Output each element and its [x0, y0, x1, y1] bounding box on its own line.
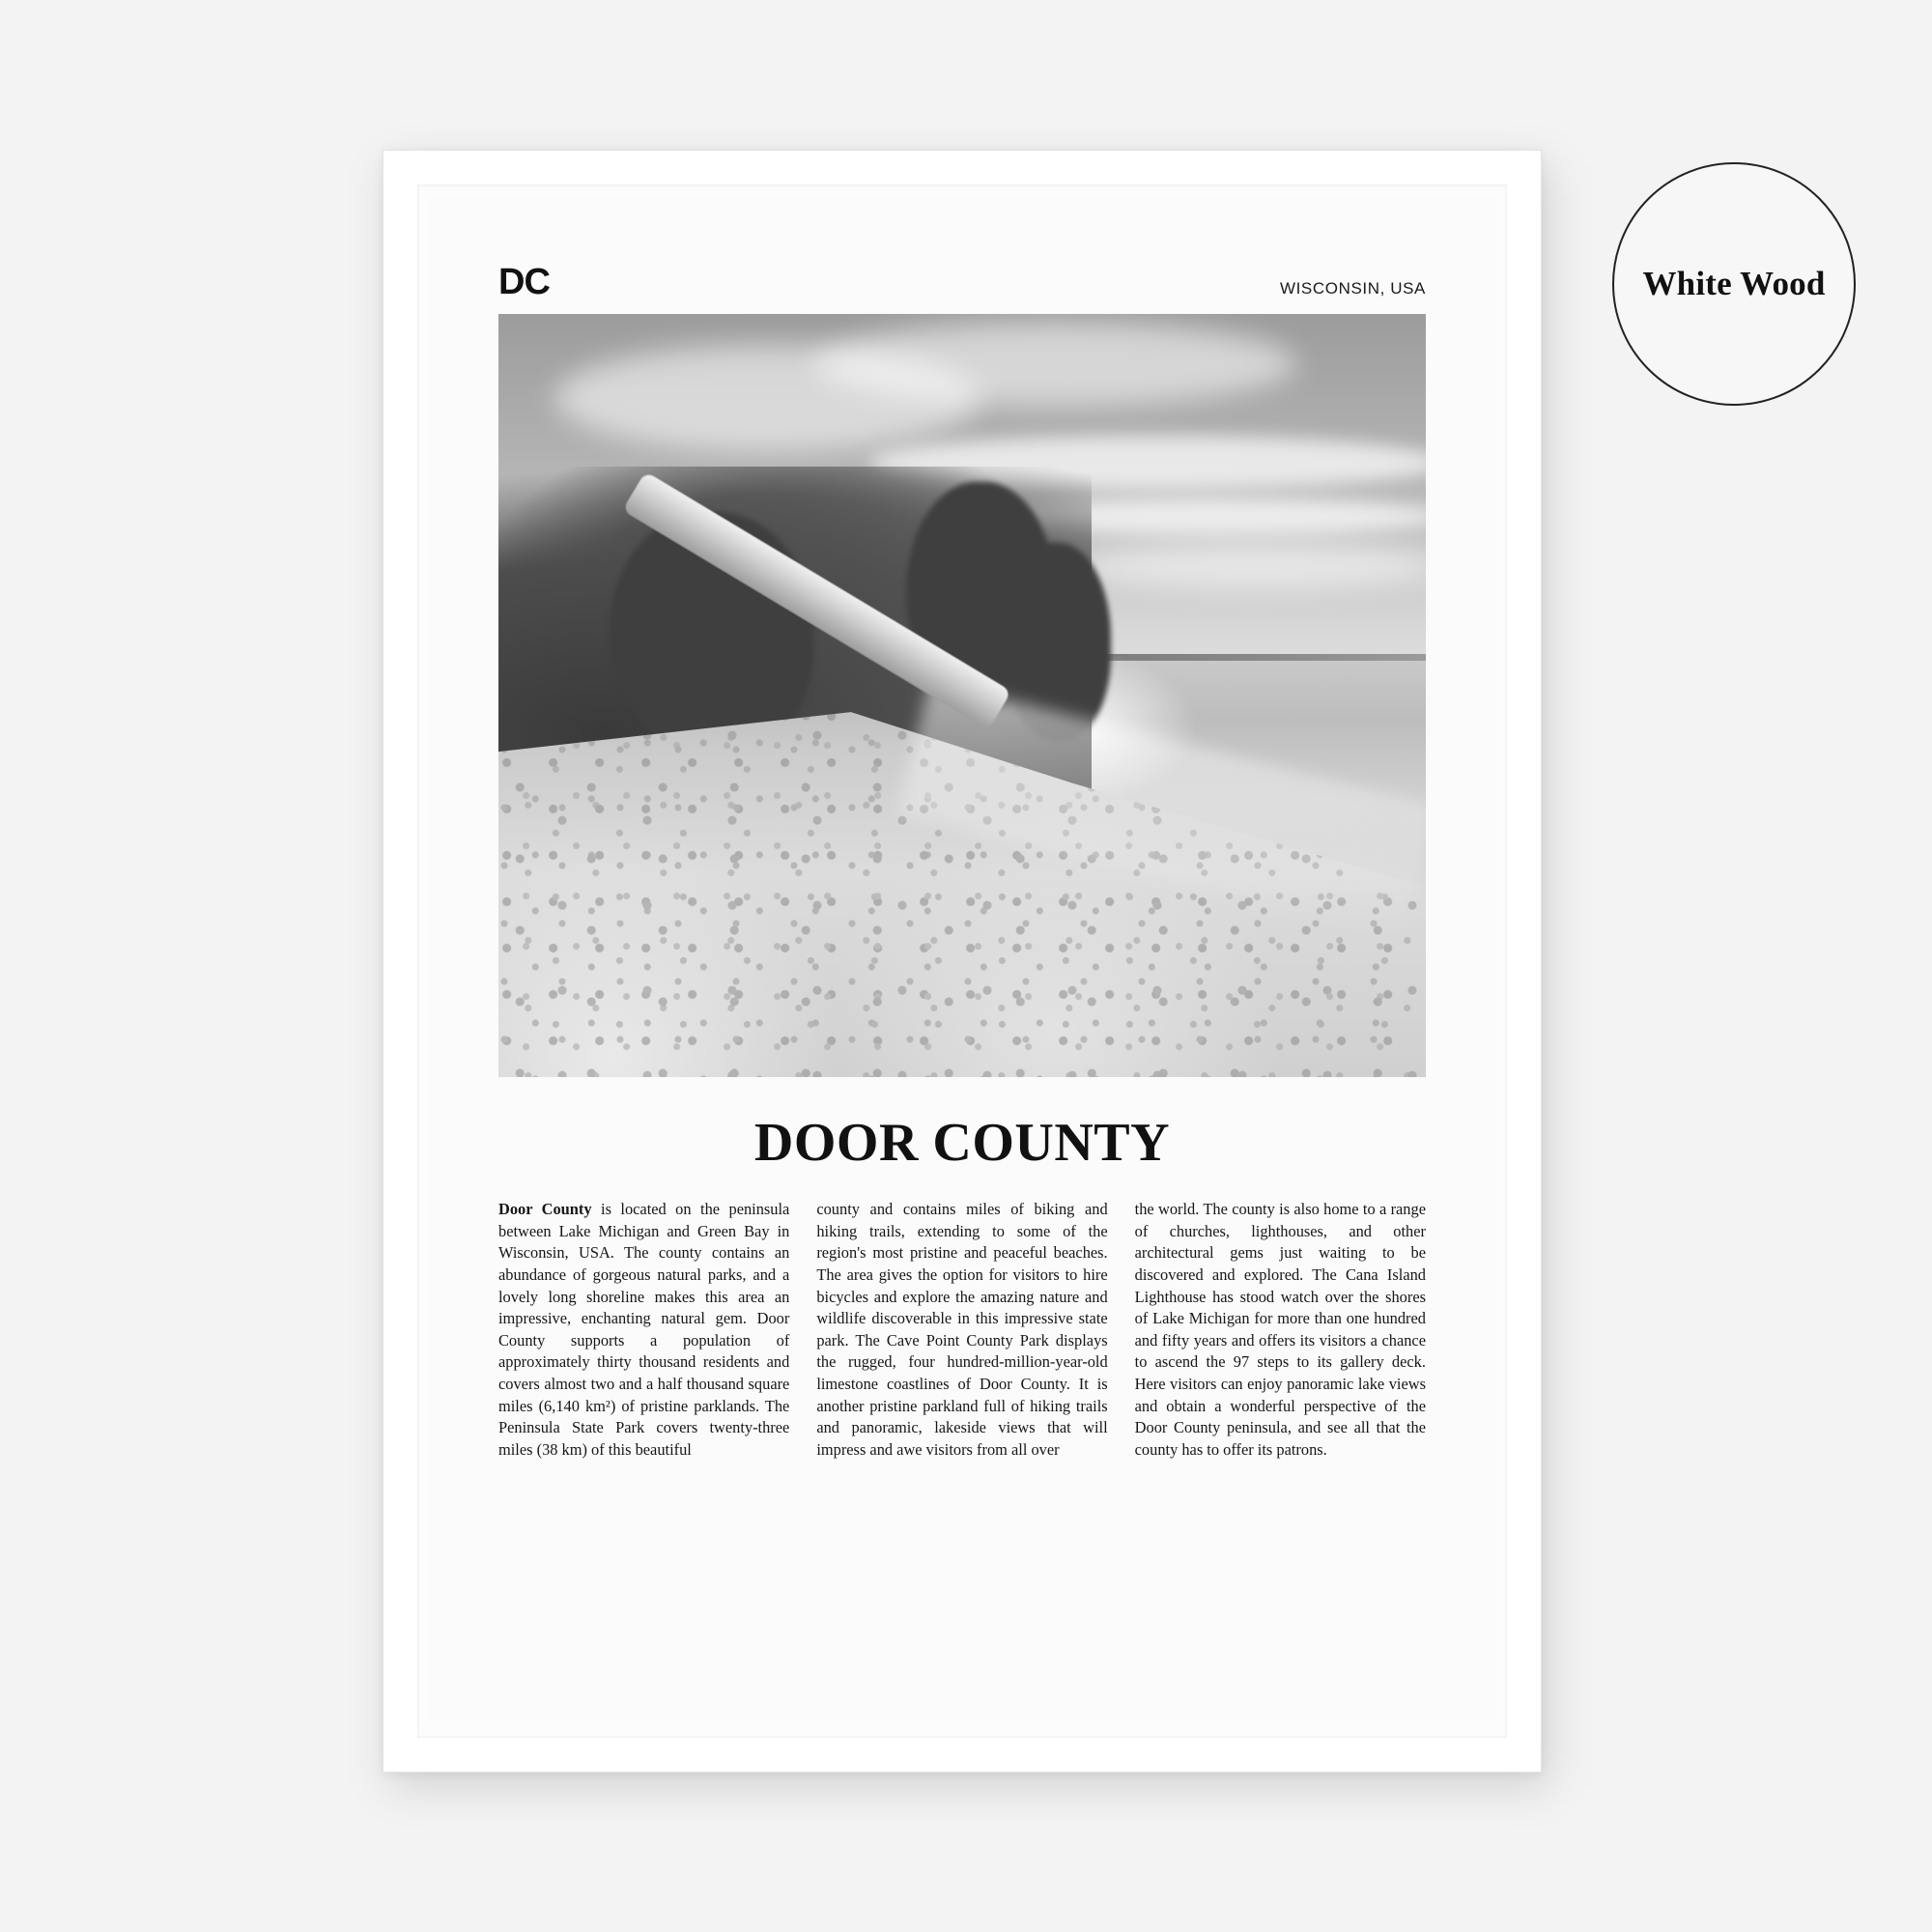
poster-monogram: DC	[498, 262, 550, 302]
body-column-3	[1135, 1199, 1426, 1462]
body-text-1: is located on the peninsula between Lake Michigan and Green Bay in Wisconsin, USA. The county contains an abundance of gorgeous natural parks, and a lovely long shoreline makes this area an impressive, enchanting natural gem. Door County supports a population of approximately thirty thousand residents and covers almost two and a half thousand square miles (6,140 km²) of pristine parklands. The Peninsula State Park covers twenty-three miles (38 km) of this beautiful	[498, 1200, 790, 1460]
poster-bottom-margin	[498, 1462, 1426, 1668]
body-column-2	[816, 1199, 1107, 1462]
shoreline-photo	[498, 314, 1426, 1077]
body-text-2: county and contains miles of biking and hiking trails, extending to some of the region's most pristine and peaceful beaches. The area gives the option for visitors to hire bicycles and explore the amazing nature and wildlife discoverable in this impressive state park. The Cave Point County Park displays the rugged, four hundred-million-year-old limestone coastlines of Door County. It is another pristine parkland full of hiking trails and panoramic, lakeside views that will impress and awe visitors from all over	[816, 1200, 1108, 1460]
cloud-shape	[813, 322, 1295, 406]
picture-frame	[383, 150, 1542, 1773]
poster-header	[498, 264, 1426, 314]
frame-material-badge	[1612, 162, 1856, 406]
poster-region-label: WISCONSIN, USA	[1279, 279, 1426, 298]
poster-artwork	[429, 196, 1495, 1726]
poster-body-columns	[498, 1199, 1426, 1462]
poster-title: DOOR COUNTY	[753, 1113, 1171, 1173]
body-text-3: the world. The county is also home to a range of churches, lighthouses, and other architectural gems just waiting to be discovered and explored. The Cana Island Lighthouse has stood watch over the shores of Lake Michigan for more than one hundred and fifty years and offers its visitors a chance to ascend the 97 steps to its gallery deck. Here visitors can enjoy panoramic lake views and obtain a wonderful perspective of the Door County peninsula, and see all that the county has to offer its patrons.	[1134, 1200, 1426, 1460]
frame-material-label: White Wood	[1642, 265, 1826, 302]
body-column-1	[498, 1199, 789, 1462]
body-lead-in: Door County	[498, 1200, 592, 1218]
